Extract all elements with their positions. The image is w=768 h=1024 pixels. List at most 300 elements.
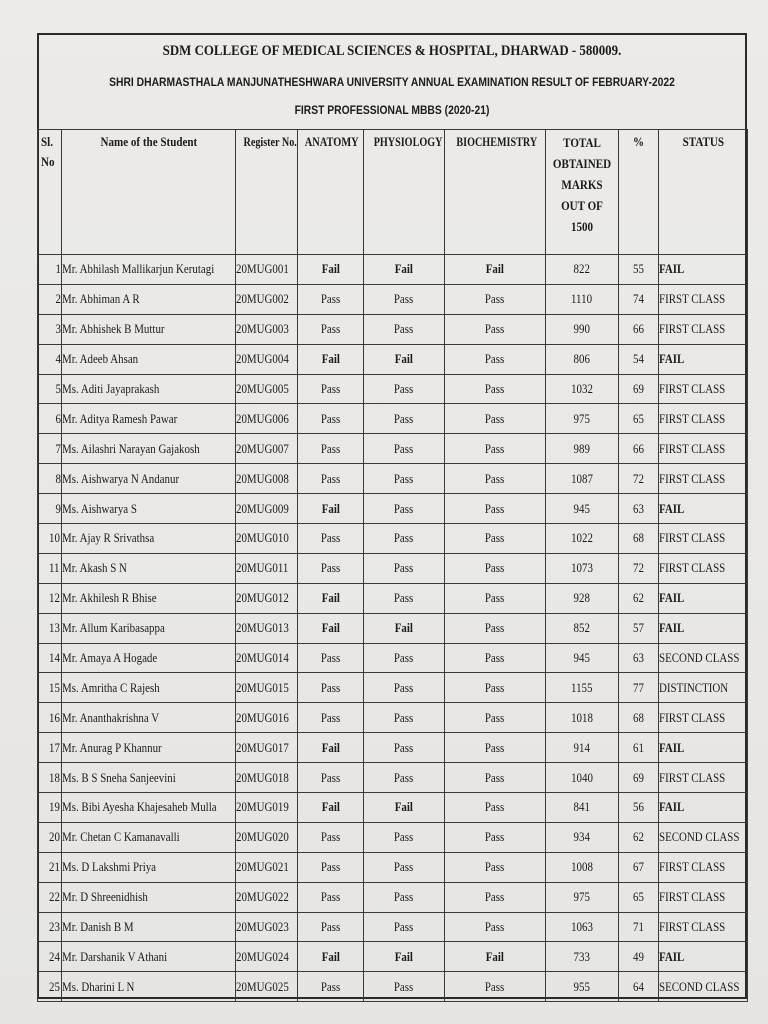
row-total-cell-text: 975: [573, 410, 591, 426]
row-sl-cell: [38, 763, 62, 793]
row-status-cell: [659, 494, 748, 524]
row-sl-cell-text: 3: [55, 321, 61, 337]
row-percent-cell: [619, 613, 659, 643]
row-biochemistry-cell: [445, 643, 546, 673]
row-name-cell-text: Ms. Bibi Ayesha Khajesaheb Mulla: [62, 799, 217, 815]
row-status-cell: [659, 404, 748, 434]
row-status-cell-text: FIRST CLASS: [659, 919, 726, 935]
row-status-cell-text: FIRST CLASS: [659, 889, 726, 905]
row-register-cell-text: 20MUG019: [236, 799, 289, 815]
row-total-cell-text: 822: [573, 261, 591, 277]
row-register-cell-text: 20MUG006: [236, 410, 289, 426]
row-register-cell: [236, 374, 298, 404]
row-status-cell-text: FIRST CLASS: [659, 410, 726, 426]
row-anatomy-cell-text: Fail: [321, 590, 340, 606]
row-physiology-cell-text: Pass: [394, 889, 414, 905]
row-register-cell-text: 20MUG018: [236, 769, 289, 785]
row-register-cell-text: 20MUG014: [236, 650, 289, 666]
row-physiology-cell-text: Pass: [394, 650, 414, 666]
row-percent-cell-text: 66: [633, 321, 644, 337]
row-sl-cell: [38, 793, 62, 823]
row-biochemistry-cell: [445, 344, 546, 374]
row-sl-cell: [38, 314, 62, 344]
row-biochemistry-cell-text: Pass: [485, 351, 505, 367]
table-row: [38, 852, 748, 882]
row-percent-cell: [619, 464, 659, 494]
row-anatomy-cell: [298, 404, 364, 434]
row-percent-cell-text: 67: [633, 859, 644, 875]
row-biochemistry-cell-text: Pass: [485, 978, 505, 994]
row-status-cell-text: FAIL: [659, 590, 685, 606]
row-physiology-cell: [364, 942, 445, 972]
row-total-cell-text: 945: [573, 500, 591, 516]
row-register-cell-text: 20MUG022: [236, 889, 289, 905]
row-percent-cell-text: 68: [633, 709, 644, 725]
col-header-name: Name of the Student: [62, 130, 236, 255]
row-name-cell: [62, 882, 236, 912]
row-register-cell-text: 20MUG004: [236, 351, 289, 367]
row-sl-cell: [38, 434, 62, 464]
row-status-cell-text: FIRST CLASS: [659, 440, 726, 456]
row-biochemistry-cell: [445, 822, 546, 852]
row-percent-cell: [619, 374, 659, 404]
row-anatomy-cell: [298, 882, 364, 912]
row-physiology-cell: [364, 733, 445, 763]
row-status-cell: [659, 284, 748, 314]
row-status-cell: [659, 763, 748, 793]
row-percent-cell: [619, 643, 659, 673]
row-name-cell-text: Mr. Akash S N: [62, 560, 127, 576]
row-physiology-cell: [364, 434, 445, 464]
row-name-cell: [62, 583, 236, 613]
row-percent-cell: [619, 553, 659, 583]
row-physiology-cell: [364, 255, 445, 285]
row-physiology-cell-text: Pass: [394, 500, 414, 516]
table-row: [38, 793, 748, 823]
row-anatomy-cell: [298, 374, 364, 404]
row-total-cell-text: 1022: [571, 530, 593, 546]
row-sl-cell-text: 5: [55, 381, 61, 396]
row-biochemistry-cell-text: Pass: [485, 799, 505, 815]
row-percent-cell: [619, 763, 659, 793]
row-register-cell: [236, 822, 298, 852]
row-physiology-cell: [364, 822, 445, 852]
row-physiology-cell: [364, 912, 445, 942]
row-biochemistry-cell-text: Pass: [485, 530, 505, 546]
row-physiology-cell-text: Pass: [394, 919, 414, 935]
row-status-cell-text: FIRST CLASS: [659, 321, 726, 337]
row-anatomy-cell-text: Pass: [320, 291, 341, 307]
row-name-cell: [62, 852, 236, 882]
row-register-cell: [236, 912, 298, 942]
row-anatomy-cell-text: Pass: [320, 709, 341, 725]
row-percent-cell-text: 61: [633, 739, 644, 755]
row-physiology-cell-text: Pass: [394, 590, 414, 606]
row-total-cell: [546, 793, 619, 823]
row-physiology-cell: [364, 673, 445, 703]
row-total-cell: [546, 583, 619, 613]
row-percent-cell-text: 62: [633, 590, 644, 606]
row-name-cell: [62, 314, 236, 344]
row-status-cell: [659, 434, 748, 464]
row-status-cell-text: FIRST CLASS: [659, 530, 726, 546]
row-anatomy-cell: [298, 763, 364, 793]
row-sl-cell: [38, 464, 62, 494]
row-total-cell: [546, 613, 619, 643]
row-percent-cell: [619, 673, 659, 703]
row-anatomy-cell: [298, 673, 364, 703]
table-row: [38, 524, 748, 554]
row-percent-cell: [619, 344, 659, 374]
row-sl-cell: [38, 643, 62, 673]
row-name-cell: [62, 793, 236, 823]
row-total-cell-text: 914: [573, 739, 591, 755]
row-physiology-cell: [364, 643, 445, 673]
row-percent-cell-text: 62: [633, 829, 644, 845]
row-percent-cell-text: 63: [633, 500, 644, 516]
row-physiology-cell: [364, 404, 445, 434]
row-name-cell-text: Mr. Abhishek B Muttur: [62, 321, 165, 337]
row-sl-cell: [38, 942, 62, 972]
row-percent-cell: [619, 255, 659, 285]
row-register-cell-text: 20MUG009: [236, 500, 289, 516]
row-anatomy-cell-text: Fail: [321, 351, 340, 367]
row-percent-cell-text: 49: [633, 948, 644, 964]
row-percent-cell-text: 63: [633, 650, 644, 666]
row-status-cell-text: SECOND CLASS: [659, 829, 740, 845]
row-register-cell: [236, 524, 298, 554]
row-name-cell-text: Mr. Akhilesh R Bhise: [62, 590, 157, 606]
row-physiology-cell: [364, 494, 445, 524]
row-total-cell-text: 1018: [571, 709, 593, 725]
row-name-cell-text: Mr. Abhilash Mallikarjun Kerutagi: [62, 261, 215, 277]
row-sl-cell: [38, 494, 62, 524]
row-percent-cell: [619, 822, 659, 852]
row-register-cell-text: 20MUG002: [236, 291, 289, 307]
row-biochemistry-cell: [445, 583, 546, 613]
row-register-cell: [236, 255, 298, 285]
table-row: [38, 703, 748, 733]
row-physiology-cell-text: Pass: [394, 291, 414, 307]
row-anatomy-cell-text: Pass: [320, 889, 341, 905]
row-percent-cell-text: 65: [633, 410, 644, 426]
table-row: [38, 763, 748, 793]
table-row: [38, 583, 748, 613]
row-physiology-cell: [364, 613, 445, 643]
row-total-cell: [546, 464, 619, 494]
row-biochemistry-cell-text: Fail: [485, 261, 505, 277]
row-physiology-cell-text: Pass: [394, 530, 414, 546]
row-total-cell: [546, 494, 619, 524]
row-register-cell-text: 20MUG017: [236, 739, 289, 755]
row-biochemistry-cell: [445, 942, 546, 972]
table-row: [38, 434, 748, 464]
row-physiology-cell: [364, 583, 445, 613]
row-biochemistry-cell-text: Pass: [485, 620, 505, 636]
row-name-cell-text: Mr. D Shreenidhish: [62, 889, 148, 905]
row-percent-cell-text: 57: [633, 620, 644, 636]
row-register-cell-text: 20MUG003: [236, 321, 289, 337]
row-name-cell-text: Mr. Danish B M: [62, 919, 134, 935]
table-row: [38, 912, 748, 942]
row-sl-cell-text: 1: [55, 261, 61, 277]
row-physiology-cell-text: Pass: [394, 739, 414, 755]
row-percent-cell-text: 71: [633, 919, 644, 935]
row-physiology-cell: [364, 793, 445, 823]
row-status-cell: [659, 553, 748, 583]
row-name-cell-text: Mr. Adeeb Ahsan: [62, 351, 139, 367]
table-row: [38, 613, 748, 643]
row-total-cell: [546, 703, 619, 733]
row-name-cell-text: Ms. Aishwarya N Andanur: [62, 470, 180, 486]
row-name-cell-text: Ms. Aditi Jayaprakash: [62, 381, 160, 396]
row-percent-cell-text: 74: [633, 291, 644, 307]
row-status-cell-text: FIRST CLASS: [659, 381, 726, 396]
row-total-cell: [546, 374, 619, 404]
row-physiology-cell: [364, 972, 445, 1002]
row-biochemistry-cell-text: Pass: [485, 560, 505, 576]
row-biochemistry-cell-text: Pass: [485, 590, 505, 606]
row-sl-cell-text: 22: [49, 889, 60, 905]
row-sl-cell: [38, 284, 62, 314]
row-anatomy-cell: [298, 733, 364, 763]
row-sl-cell-text: 17: [49, 739, 60, 755]
row-status-cell-text: SECOND CLASS: [659, 978, 740, 994]
row-percent-cell-text: 68: [633, 530, 644, 546]
row-sl-cell-text: 23: [49, 919, 60, 935]
row-biochemistry-cell: [445, 673, 546, 703]
row-sl-cell: [38, 524, 62, 554]
row-biochemistry-cell-text: Pass: [485, 650, 505, 666]
row-physiology-cell-text: Fail: [394, 620, 414, 636]
row-percent-cell-text: 77: [633, 679, 644, 695]
college-title: SDM COLLEGE OF MEDICAL SCIENCES & HOSPITAL, DHARWAD - 580009.: [162, 43, 622, 59]
row-total-cell: [546, 434, 619, 464]
row-status-cell-text: FIRST CLASS: [659, 470, 726, 486]
row-physiology-cell-text: Pass: [394, 440, 414, 456]
row-percent-cell: [619, 524, 659, 554]
row-anatomy-cell: [298, 344, 364, 374]
table-row: [38, 255, 748, 285]
row-total-cell-text: 975: [573, 889, 591, 905]
table-row: [38, 882, 748, 912]
row-total-cell-text: 1063: [571, 919, 593, 935]
row-name-cell: [62, 374, 236, 404]
row-register-cell: [236, 344, 298, 374]
row-name-cell-text: Ms. Dharini L N: [62, 978, 135, 994]
row-anatomy-cell-text: Pass: [320, 440, 341, 456]
row-anatomy-cell: [298, 434, 364, 464]
row-status-cell: [659, 374, 748, 404]
row-name-cell-text: Ms. Aishwarya S: [62, 500, 137, 516]
row-name-cell: [62, 404, 236, 434]
row-status-cell: [659, 673, 748, 703]
row-register-cell: [236, 494, 298, 524]
row-status-cell: [659, 972, 748, 1002]
row-total-cell-text: 989: [573, 440, 591, 456]
row-register-cell: [236, 643, 298, 673]
row-name-cell: [62, 524, 236, 554]
row-anatomy-cell: [298, 912, 364, 942]
row-anatomy-cell-text: Fail: [321, 261, 340, 277]
row-register-cell-text: 20MUG016: [236, 709, 289, 725]
row-physiology-cell: [364, 553, 445, 583]
row-anatomy-cell: [298, 255, 364, 285]
row-total-cell-text: 841: [573, 799, 591, 815]
row-name-cell: [62, 255, 236, 285]
row-percent-cell-text: 72: [633, 470, 644, 486]
row-name-cell: [62, 494, 236, 524]
row-name-cell-text: Mr. Ananthakrishna V: [62, 709, 160, 725]
row-name-cell: [62, 284, 236, 314]
row-name-cell-text: Mr. Aditya Ramesh Pawar: [62, 410, 178, 426]
row-name-cell: [62, 703, 236, 733]
row-name-cell: [62, 822, 236, 852]
row-sl-cell-text: 8: [55, 470, 61, 486]
row-register-cell: [236, 613, 298, 643]
row-status-cell-text: FAIL: [659, 261, 685, 277]
row-anatomy-cell: [298, 643, 364, 673]
row-status-cell: [659, 613, 748, 643]
row-sl-cell-text: 24: [49, 948, 60, 964]
row-total-cell: [546, 404, 619, 434]
row-physiology-cell-text: Fail: [394, 351, 414, 367]
col-header-anatomy: ANATOMY: [298, 130, 364, 255]
row-register-cell-text: 20MUG013: [236, 620, 289, 636]
row-anatomy-cell-text: Pass: [320, 829, 341, 845]
row-status-cell: [659, 912, 748, 942]
row-anatomy-cell-text: Pass: [320, 410, 341, 426]
row-biochemistry-cell: [445, 524, 546, 554]
row-percent-cell: [619, 314, 659, 344]
row-register-cell-text: 20MUG010: [236, 530, 289, 546]
row-percent-cell: [619, 583, 659, 613]
row-sl-cell-text: 4: [55, 351, 61, 367]
row-status-cell: [659, 882, 748, 912]
row-name-cell: [62, 763, 236, 793]
row-anatomy-cell: [298, 553, 364, 583]
row-register-cell: [236, 434, 298, 464]
row-anatomy-cell-text: Pass: [320, 919, 341, 935]
row-name-cell: [62, 733, 236, 763]
row-sl-cell: [38, 733, 62, 763]
row-name-cell-text: Mr. Abhiman A R: [62, 291, 140, 307]
row-anatomy-cell-text: Fail: [321, 799, 340, 815]
row-register-cell-text: 20MUG024: [236, 948, 289, 964]
row-anatomy-cell: [298, 494, 364, 524]
row-biochemistry-cell-text: Pass: [485, 321, 505, 337]
row-biochemistry-cell: [445, 314, 546, 344]
row-register-cell: [236, 733, 298, 763]
row-percent-cell-text: 66: [633, 440, 644, 456]
row-status-cell: [659, 344, 748, 374]
row-status-cell-text: FAIL: [659, 739, 685, 755]
row-biochemistry-cell: [445, 374, 546, 404]
row-physiology-cell: [364, 374, 445, 404]
row-anatomy-cell-text: Fail: [321, 948, 340, 964]
row-biochemistry-cell: [445, 882, 546, 912]
row-biochemistry-cell: [445, 284, 546, 314]
row-percent-cell-text: 64: [633, 978, 644, 994]
row-name-cell-text: Mr. Anurag P Khannur: [62, 739, 162, 755]
row-register-cell-text: 20MUG012: [236, 590, 289, 606]
row-sl-cell-text: 11: [49, 560, 60, 576]
row-sl-cell: [38, 344, 62, 374]
row-anatomy-cell: [298, 793, 364, 823]
row-physiology-cell: [364, 344, 445, 374]
row-register-cell: [236, 703, 298, 733]
row-physiology-cell-text: Fail: [394, 799, 414, 815]
row-register-cell: [236, 852, 298, 882]
row-physiology-cell-text: Pass: [394, 679, 414, 695]
col-header-total: TOTAL OBTAINED MARKS OUT OF 1500: [546, 130, 619, 255]
row-physiology-cell-text: Pass: [394, 381, 414, 396]
row-physiology-cell-text: Pass: [394, 769, 414, 785]
row-physiology-cell-text: Pass: [394, 560, 414, 576]
table-row: [38, 972, 748, 1002]
row-register-cell-text: 20MUG008: [236, 470, 289, 486]
row-percent-cell-text: 56: [633, 799, 644, 815]
row-anatomy-cell-text: Pass: [320, 530, 341, 546]
row-status-cell: [659, 255, 748, 285]
row-register-cell: [236, 464, 298, 494]
row-anatomy-cell-text: Fail: [321, 500, 340, 516]
row-anatomy-cell: [298, 314, 364, 344]
row-register-cell: [236, 763, 298, 793]
row-anatomy-cell-text: Pass: [320, 679, 341, 695]
row-register-cell: [236, 583, 298, 613]
col-header-status: STATUS: [659, 130, 748, 255]
row-name-cell: [62, 464, 236, 494]
row-name-cell-text: Ms. D Lakshmi Priya: [62, 859, 157, 875]
row-sl-cell-text: 21: [49, 859, 60, 875]
row-status-cell-text: FIRST CLASS: [659, 560, 726, 576]
row-name-cell: [62, 344, 236, 374]
row-name-cell: [62, 673, 236, 703]
row-register-cell-text: 20MUG021: [236, 859, 289, 875]
row-register-cell-text: 20MUG011: [236, 560, 289, 576]
row-sl-cell: [38, 703, 62, 733]
row-sl-cell-text: 10: [49, 530, 60, 546]
row-sl-cell: [38, 673, 62, 703]
table-row: [38, 643, 748, 673]
row-total-cell-text: 1008: [571, 859, 593, 875]
row-biochemistry-cell-text: Pass: [485, 889, 505, 905]
row-anatomy-cell-text: Pass: [320, 560, 341, 576]
row-register-cell: [236, 404, 298, 434]
row-total-cell-text: 1073: [571, 560, 593, 576]
row-anatomy-cell-text: Pass: [320, 321, 341, 337]
row-register-cell: [236, 673, 298, 703]
row-name-cell-text: Ms. B S Sneha Sanjeevini: [62, 769, 176, 785]
row-sl-cell-text: 25: [49, 978, 60, 994]
row-status-cell-text: FIRST CLASS: [659, 291, 726, 307]
row-total-cell-text: 1155: [571, 679, 593, 695]
table-row: [38, 822, 748, 852]
row-name-cell-text: Mr. Allum Karibasappa: [62, 620, 165, 636]
row-sl-cell: [38, 404, 62, 434]
row-name-cell-text: Mr. Amaya A Hogade: [62, 650, 158, 666]
row-status-cell: [659, 314, 748, 344]
row-status-cell-text: DISTINCTION: [659, 679, 729, 695]
table-row: [38, 374, 748, 404]
row-biochemistry-cell: [445, 553, 546, 583]
row-sl-cell-text: 14: [49, 650, 60, 666]
row-name-cell-text: Ms. Ailashri Narayan Gajakosh: [62, 440, 200, 456]
row-status-cell-text: FAIL: [659, 500, 685, 516]
row-percent-cell-text: 54: [633, 351, 644, 367]
row-status-cell-text: SECOND CLASS: [659, 650, 740, 666]
